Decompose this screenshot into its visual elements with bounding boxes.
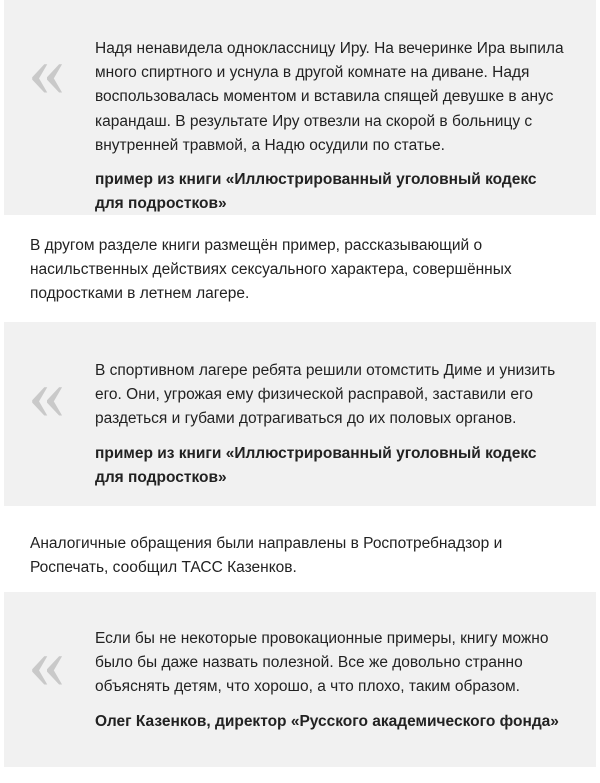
- quote-text: Надя ненавидела одноклассницу Иру. На вечеринке Ира выпила много спиртного и уснула в другой комнате на диване. Надя воспользовалась моментом и вставила спящей девушке в анус карандаш. В результате Иру отвезли на скорой в больницу с внутренней травмой, а Надю осудили по статье.: [95, 40, 564, 154]
- quote-text: Если бы не некоторые провокационные примеры, книгу можно было бы даже назвать полезной. Все же довольно странно объяснять детям, что хорошо, а что плохо, таким образом.: [95, 630, 549, 696]
- quote-block: [4, 0, 596, 215]
- quote-source: пример из книги «Иллюстрированный уголовный кодекс для подростков»: [95, 171, 537, 213]
- quote-mark-icon: «: [28, 622, 65, 704]
- quote-mark-icon: «: [28, 30, 65, 112]
- article-paragraph: [0, 506, 600, 592]
- quote-mark-icon: «: [28, 353, 65, 435]
- quote-text: В спортивном лагере ребята решили отомстить Диме и унизить его. Они, угрожая ему физической расправой, заставили его раздеться и губами дотрагиваться до их половых органов.: [95, 362, 556, 428]
- quote-block: [4, 592, 596, 767]
- quote-block: [4, 322, 596, 506]
- paragraph-text: Аналогичные обращения были направлены в Роспотребнадзор и Роспечать, сообщил ТАСС Казенков.: [30, 535, 503, 577]
- quote-source: пример из книги «Иллюстрированный уголовный кодекс для подростков»: [95, 444, 537, 486]
- article-paragraph: [0, 215, 600, 322]
- paragraph-text: В другом разделе книги размещён пример, рассказывающий о насильственных действиях сексуального характера, совершённых подростками в летнем лагере.: [30, 237, 512, 303]
- quote-source: Олег Казенков, директор «Русского академического фонда»: [95, 712, 559, 730]
